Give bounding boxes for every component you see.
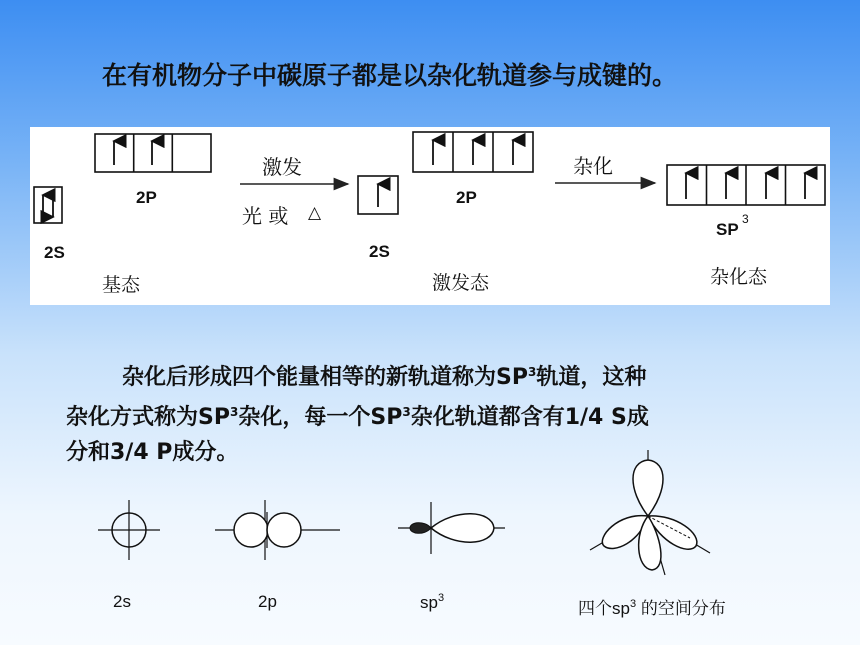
hybridization-label: 杂化 [573, 154, 613, 178]
orbital-diagram [30, 127, 830, 305]
sp3-orbital-caption: $sp^3$ [420, 592, 445, 612]
ground-2p-label: 2P [136, 188, 157, 207]
sp3-spatial-caption: 四个$sp^3$ 的空间分布 [578, 598, 726, 618]
sp3-orbital-shape [398, 502, 505, 554]
excited-state-label: 激发态 [432, 272, 490, 294]
page-title: 在有机物分子中碳原子都是以杂化轨道参与成键的。 [102, 61, 678, 90]
sp3-spatial-shape [590, 450, 710, 575]
excited-2s-box [358, 176, 398, 214]
hybrid-sp-superscript: 3 [742, 212, 749, 226]
excitation-label: 激发 [262, 155, 302, 179]
s-orbital-shape [98, 500, 160, 560]
ground-2p-box [95, 134, 211, 172]
hybrid-sp-label: SP [716, 220, 739, 239]
ground-2s-box [34, 187, 62, 223]
heat-symbol: △ [308, 203, 322, 223]
ground-state-label: 基态 [102, 274, 141, 296]
orbital-shapes [0, 450, 860, 590]
p-orbital-shape [215, 500, 340, 560]
ground-2s-label: 2S [44, 243, 65, 262]
excited-2p-label: 2P [456, 188, 477, 207]
excited-2s-label: 2S [369, 242, 390, 261]
paragraph-line-1: 杂化后形成四个能量相等的新轨道称为$SP^3$轨道，这种 [122, 365, 647, 390]
hybrid-state-label: 杂化态 [710, 266, 768, 288]
hybrid-sp3-box [667, 165, 825, 205]
s-orbital-caption: 2s [113, 592, 131, 611]
paragraph-line-2: 杂化方式称为$SP^3$杂化，每一个$SP^3$杂化轨道都含有1/4 S成 [66, 405, 649, 430]
light-or-label: 光 或 [242, 204, 289, 228]
p-orbital-caption: 2p [258, 592, 277, 611]
orbital-diagram-panel [30, 127, 830, 305]
paragraph-line-3: 分和3/4 P成分。 [66, 440, 239, 465]
excited-2p-box [413, 132, 533, 172]
